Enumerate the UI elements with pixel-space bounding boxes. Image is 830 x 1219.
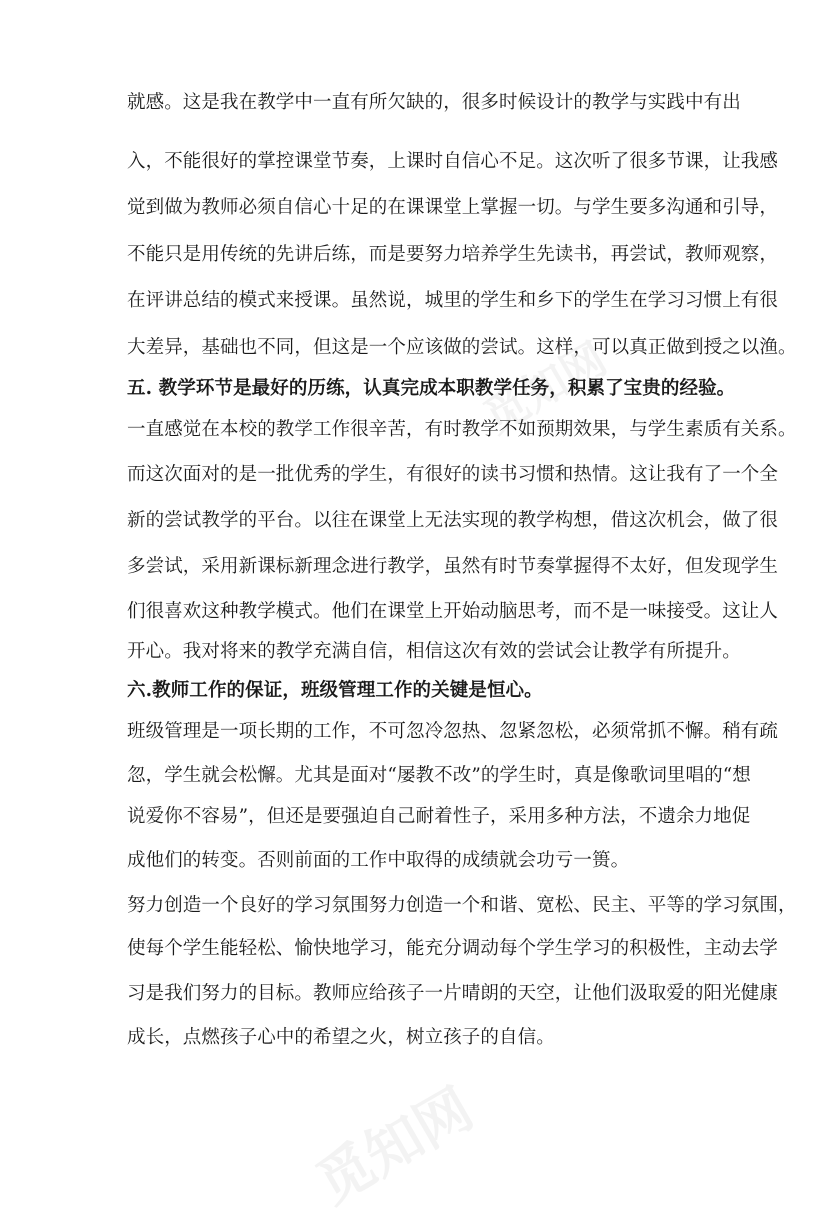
paragraph-line: 一直感觉在本校的教学工作很辛苦，有时教学不如预期效果，与学生素质有关系。 (127, 419, 797, 440)
paragraph-line: 成长，点燃孩子心中的希望之火，树立孩子的自信。 (127, 1027, 555, 1048)
paragraph-line: 忽，学生就会松懈。尤其是面对“屡教不改”的学生时，真是像歌词里唱的“想 (127, 765, 751, 786)
paragraph-line: 班级管理是一项长期的工作，不可忽冷忽热、忽紧忽松，必须常抓不懈。稍有疏 (127, 721, 779, 742)
section-heading-6: 六.教师工作的保证，班级管理工作的关键是恒心。 (127, 680, 543, 701)
paragraph-line: 说爱你不容易”，但还是要强迫自己耐着性子，采用多种方法，不遗余力地促 (127, 806, 751, 827)
watermark-lower: 觅知网 (306, 1076, 484, 1217)
paragraph-line: 们很喜欢这种教学模式。他们在课堂上开始动脑思考，而不是一味接受。这让人 (127, 601, 779, 622)
paragraph-line: 大差异，基础也不同，但这是一个应该做的尝试。这样，可以真正做到授之以渔。 (127, 337, 797, 358)
paragraph-line: 习是我们努力的目标。教师应给孩子一片晴朗的天空，让他们汲取爱的阳光健康 (127, 983, 779, 1004)
paragraph-line: 不能只是用传统的先讲后练，而是要努力培养学生先读书，再尝试，教师观察， (127, 244, 779, 265)
paragraph-line: 在评讲总结的模式来授课。虽然说，城里的学生和乡下的学生在学习习惯上有很 (127, 290, 779, 311)
paragraph-line: 入，不能很好的掌控课堂节奏，上课时自信心不足。这次听了很多节课，让我感 (127, 151, 779, 172)
paragraph-line: 觉到做为教师必须自信心十足的在课课堂上掌握一切。与学生要多沟通和引导， (127, 197, 779, 218)
paragraph-line: 努力创造一个良好的学习氛围努力创造一个和谐、宽松、民主、平等的学习氛围， (127, 895, 797, 916)
paragraph-line: 多尝试，采用新课标新理念进行教学，虽然有时节奏掌握得不太好，但发现学生 (127, 556, 779, 577)
paragraph-line: 成他们的转变。否则前面的工作中取得的成绩就会功亏一篑。 (127, 850, 630, 871)
paragraph-line: 而这次面对的是一批优秀的学生，有很好的读书习惯和热情。这让我有了一个全 (127, 464, 779, 485)
paragraph-line: 开心。我对将来的教学充满自信，相信这次有效的尝试会让教学有所提升。 (127, 641, 741, 662)
section-heading-5: 五. 教学环节是最好的历练，认真完成本职教学任务，积累了宝贵的经验。 (127, 378, 736, 399)
watermark-upper: 觅知网 (475, 333, 616, 444)
paragraph-line: 就感。这是我在教学中一直有所欠缺的，很多时候设计的教学与实践中有出 (127, 92, 741, 113)
paragraph-line: 使每个学生能轻松、愉快地学习，能充分调动每个学生学习的积极性，主动去学 (127, 938, 779, 959)
paragraph-line: 新的尝试教学的平台。以往在课堂上无法实现的教学构想，借这次机会，做了很 (127, 510, 779, 531)
